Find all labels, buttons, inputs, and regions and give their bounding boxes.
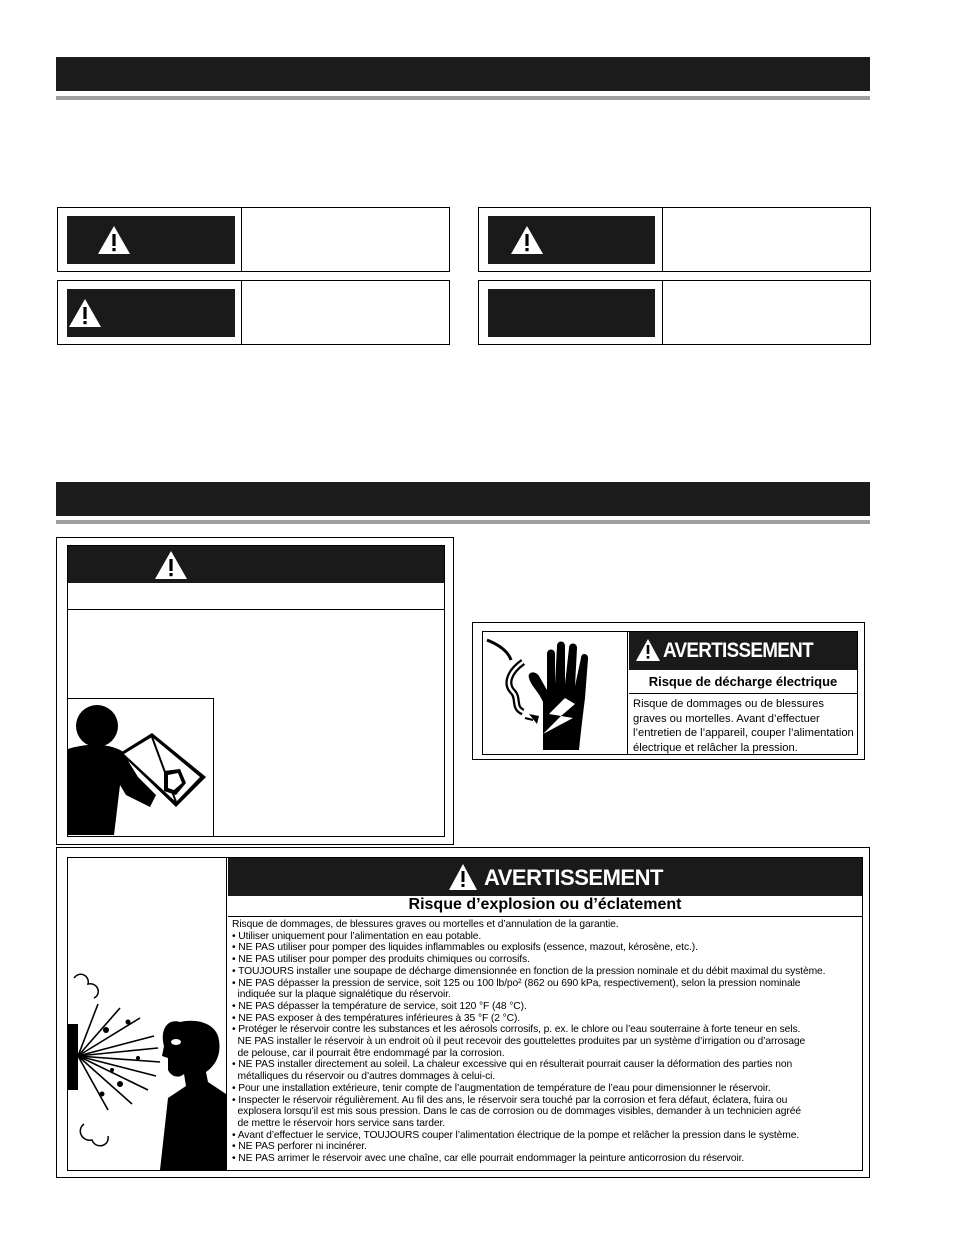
section-header-bar-1 bbox=[56, 57, 870, 91]
explosion-pictogram-frame bbox=[68, 858, 227, 1170]
warning-triangle-icon bbox=[510, 225, 544, 255]
avertissement-title: AVERTISSEMENT bbox=[484, 865, 663, 890]
shock-hazard-body: Risque de dommages ou de blessures graves ou mortelles. Avant d’effectuer l’entretien de l’appareil, couper l’alimentation électrique et relâcher la pression. bbox=[633, 698, 854, 754]
shock-hazard-subtitle: Risque de décharge électrique bbox=[648, 674, 838, 689]
warning-triangle-icon bbox=[635, 638, 661, 662]
signal-box-top-left bbox=[57, 207, 450, 272]
signal-box-bottom-left bbox=[57, 280, 450, 345]
warning-triangle-icon bbox=[97, 225, 131, 255]
explosion-label bbox=[56, 847, 870, 1178]
signal-box-top-right bbox=[478, 207, 871, 272]
signal-label-notice bbox=[488, 289, 655, 337]
signal-label-caution bbox=[67, 289, 235, 337]
warning-triangle-icon bbox=[68, 298, 102, 328]
explosion-hazard-instructions: Risque de dommages, de blessures graves ou mortelles et d’annulation de la garantie. • Utiliser uniquement pour l’alimentation en eau potable. • NE PAS utiliser pour pomper des liquides inflammables ou explosifs (essence, mazout, kérosène, etc.). • NE PAS utiliser pour pomper des produits chimiques ou corrosifs. • TOUJOURS installer une soupape de décharge dimensionnée en fonction de la pression nominale et du débit maximal du système. • NE PAS dépasser la pression de service, soit 125 ou 100 lb/po² (862 ou 690 kPa, respectivement), selon la pression nominale indiquée sur la plaque signalétique du réservoir. • NE PAS dépasser la température de service, soit 120 °F (48 °C). • NE PAS exposer à des températures inférieures à 35 °F (2 °C). • Protéger le réservoir contre les substances et les aérosols corrosifs, p. ex. le chlore ou l’eau souterraine à forte teneur en sels. NE PAS installer le réservoir à un endroit où il peut recevoir des gouttelettes produites par un système d’irrigation ou d’arrosage de pelouse, car il pourrait être endommagé par la corrosion. • NE PAS installer directement au soleil. La chaleur excessive qui en résulterait pourrait causer la déformation des parties non métalliques du réservoir ou d’autres dommages à celui-ci. • Pour une installation extérieure, tenir compte de l’augmentation de température de l’eau pour dimensionner le réservoir. • Inspecter le réservoir régulièrement. Au fil des ans, le réservoir sera touché par la corrosion et fera défaut, éclatera, fuira ou explosera lorsqu’il est mis sous pression. Dans le cas de corrosion ou de dommages visibles, demander à un technicien agréé de mettre le réservoir hors service sans tarder. • Avant d’effectuer le service, TOUJOURS couper l’alimentation électrique de la pompe et relâcher la pression dans le système. • NE PAS perforer ni incinérer. • NE PAS arrimer le réservoir avec une chaîne, car elle pourrait endommager la peinture anticorrosion du réservoir. bbox=[232, 919, 826, 1165]
signal-label-danger bbox=[67, 216, 235, 264]
explosion-hazard-icon bbox=[68, 858, 226, 1170]
signal-box-bottom-right bbox=[478, 280, 871, 345]
signal-label-warning bbox=[488, 216, 655, 264]
shock-pictogram-frame bbox=[483, 632, 628, 754]
explosion-hazard-subtitle: Risque d’explosion ou d’éclatement bbox=[408, 896, 682, 913]
section-header-bar-2 bbox=[56, 482, 870, 516]
read-manual-icon bbox=[68, 699, 212, 835]
panel-header-bar bbox=[68, 546, 444, 583]
read-manual-panel bbox=[56, 537, 454, 845]
avertissement-title: AVERTISSEMENT bbox=[663, 639, 813, 662]
warning-triangle-icon bbox=[448, 863, 478, 891]
avertissement-bar bbox=[228, 858, 862, 896]
avertissement-bar bbox=[629, 632, 857, 670]
electric-shock-label bbox=[472, 622, 865, 760]
electric-hand-icon bbox=[483, 632, 627, 754]
warning-triangle-icon bbox=[154, 550, 188, 580]
section-header-rule-1 bbox=[56, 96, 870, 100]
section-header-rule-2 bbox=[56, 520, 870, 524]
read-manual-pictogram-frame bbox=[68, 698, 214, 836]
